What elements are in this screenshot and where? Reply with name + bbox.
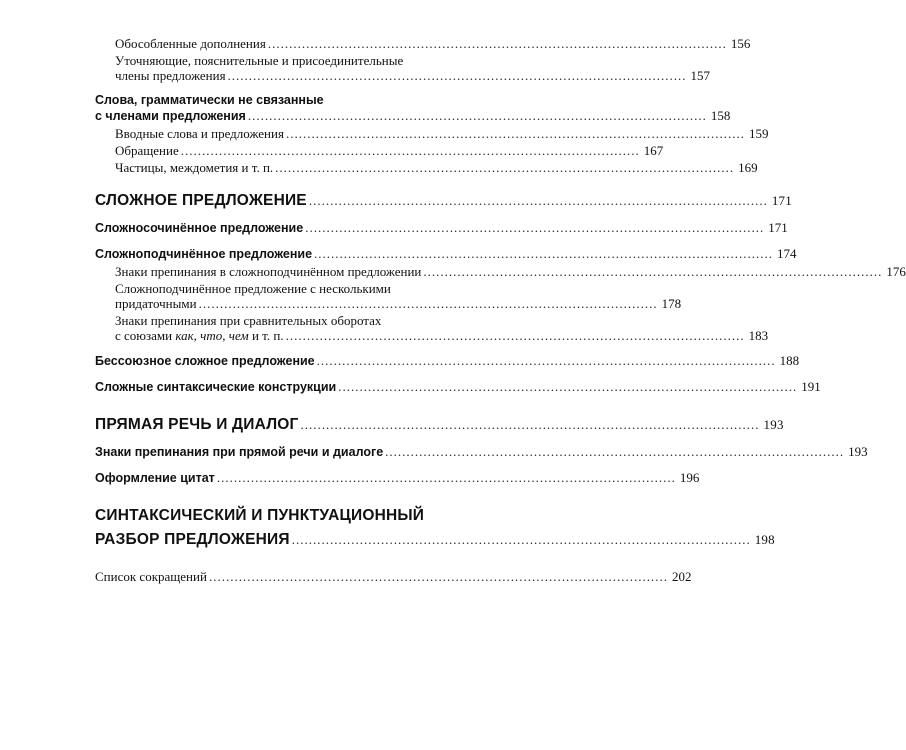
toc-entry-title-line2: придаточными [115, 296, 197, 311]
toc-entry-title-line2: с союзами как, что, чем и т. п. [115, 328, 284, 343]
toc-entry-title: Сложносочинённое предложение [95, 221, 304, 235]
toc-leader: ............................................................................................................ [208, 569, 668, 584]
toc-page-number: 183 [748, 328, 769, 343]
toc-chapter-title: ПРЯМАЯ РЕЧЬ И ДИАЛОГ [95, 416, 299, 433]
toc-section-entry [95, 470, 700, 486]
toc-entry-title-line1: Слова, грамматически не связанные [95, 93, 324, 107]
toc-page-number: 159 [748, 126, 769, 141]
toc-section-entry [95, 353, 800, 369]
toc-page-number: 193 [848, 444, 868, 459]
toc-section-entry [95, 246, 797, 262]
toc-page-number: 171 [771, 193, 792, 208]
toc-page-number: 178 [661, 296, 682, 311]
toc-leader: ............................................................................................................ [305, 220, 765, 235]
toc-page-number: 196 [679, 470, 700, 485]
toc-entry-title: Вводные слова и предложения [115, 126, 284, 141]
toc-page-number: 188 [779, 353, 800, 368]
toc-chapter-entry [95, 506, 775, 549]
toc-leader: ............................................................................................................ [216, 470, 676, 485]
toc-page-number: 156 [730, 36, 751, 51]
toc-entry-title: Оформление цитат [95, 471, 215, 485]
toc-entry-title-line2: с членами предложения [95, 109, 246, 123]
toc-chapter-entry [95, 191, 792, 210]
toc-section-entry [95, 93, 731, 124]
toc-leader: ............................................................................................................ [267, 36, 727, 51]
toc-entry-title: Знаки препинания в сложноподчинённом предложении [115, 264, 422, 279]
toc-entry-title-line1: Уточняющие, пояснительные и присоединительные [115, 53, 404, 68]
toc-page-number: 158 [710, 108, 731, 123]
toc-entry [95, 281, 682, 311]
toc-chapter-title-line1: СИНТАКСИЧЕСКИЙ И ПУНКТУАЦИОННЫЙ [95, 507, 425, 524]
conjunctions-italic: как, что, чем [175, 328, 249, 343]
toc-leader: ............................................................................................................ [423, 264, 883, 279]
toc-entry-title: Знаки препинания при прямой речи и диалоге [95, 445, 384, 459]
toc-entry [95, 160, 758, 175]
toc-leader: ............................................................................................................ [338, 379, 798, 394]
toc-page-number: 198 [754, 532, 775, 547]
toc-leader: ............................................................................................................ [227, 68, 687, 83]
toc-entry-title: Частицы, междометия и т. п. [115, 160, 274, 175]
toc-page-number: 169 [738, 160, 758, 175]
toc-chapter-entry [95, 415, 784, 434]
toc-entry-title: Сложные синтаксические конструкции [95, 380, 337, 394]
toc-page-number: 157 [690, 68, 711, 83]
toc-entry [95, 569, 692, 584]
toc-chapter-title-line2: РАЗБОР ПРЕДЛОЖЕНИЯ [95, 531, 290, 548]
toc-chapter-title: СЛОЖНОЕ ПРЕДЛОЖЕНИЕ [95, 192, 307, 209]
toc-leader: ............................................................................................................ [314, 246, 774, 261]
toc-section-entry [95, 220, 788, 236]
toc-entry-title: Обособленные дополнения [115, 36, 266, 51]
toc-leader: ............................................................................................................ [300, 417, 760, 432]
toc-entry [95, 36, 751, 51]
toc-page-number: 174 [777, 246, 797, 261]
toc-page-number: 193 [763, 417, 784, 432]
toc-entry [95, 264, 906, 279]
toc-page-number: 191 [801, 379, 821, 394]
toc-leader: ............................................................................................................ [180, 143, 640, 158]
toc-leader: ............................................................................................................ [247, 108, 707, 123]
toc-leader: ............................................................................................................ [198, 296, 658, 311]
toc-entry-title-line1: Сложноподчинённое предложение с несколькими [115, 281, 391, 296]
toc-page-number: 171 [768, 220, 788, 235]
toc-entry-title: Обращение [115, 143, 179, 158]
toc-leader: ............................................................................................................ [291, 532, 751, 547]
toc-section-entry [95, 444, 868, 460]
toc-entry [95, 126, 769, 141]
table-of-contents [95, 36, 906, 586]
toc-page-number: 176 [886, 264, 906, 279]
toc-page-number: 167 [643, 143, 664, 158]
toc-leader: ............................................................................................................ [308, 193, 768, 208]
toc-page-number: 202 [671, 569, 692, 584]
toc-entry-title-line1: Знаки препинания при сравнительных оборотах [115, 313, 382, 328]
toc-leader: ............................................................................................................ [316, 353, 776, 368]
toc-leader: ............................................................................................................ [285, 126, 745, 141]
toc-entry [95, 313, 769, 343]
toc-section-entry [95, 379, 821, 395]
toc-leader: ............................................................................................................ [275, 160, 735, 175]
toc-entry-title: Сложноподчинённое предложение [95, 247, 313, 261]
toc-leader: ............................................................................................................ [385, 444, 845, 459]
toc-entry [95, 53, 711, 83]
toc-entry-title: Бессоюзное сложное предложение [95, 354, 315, 368]
toc-entry [95, 143, 664, 158]
toc-leader: ............................................................................................................ [285, 328, 745, 343]
toc-entry-title-line2: члены предложения [115, 68, 226, 83]
toc-entry-title: Список сокращений [95, 569, 207, 584]
